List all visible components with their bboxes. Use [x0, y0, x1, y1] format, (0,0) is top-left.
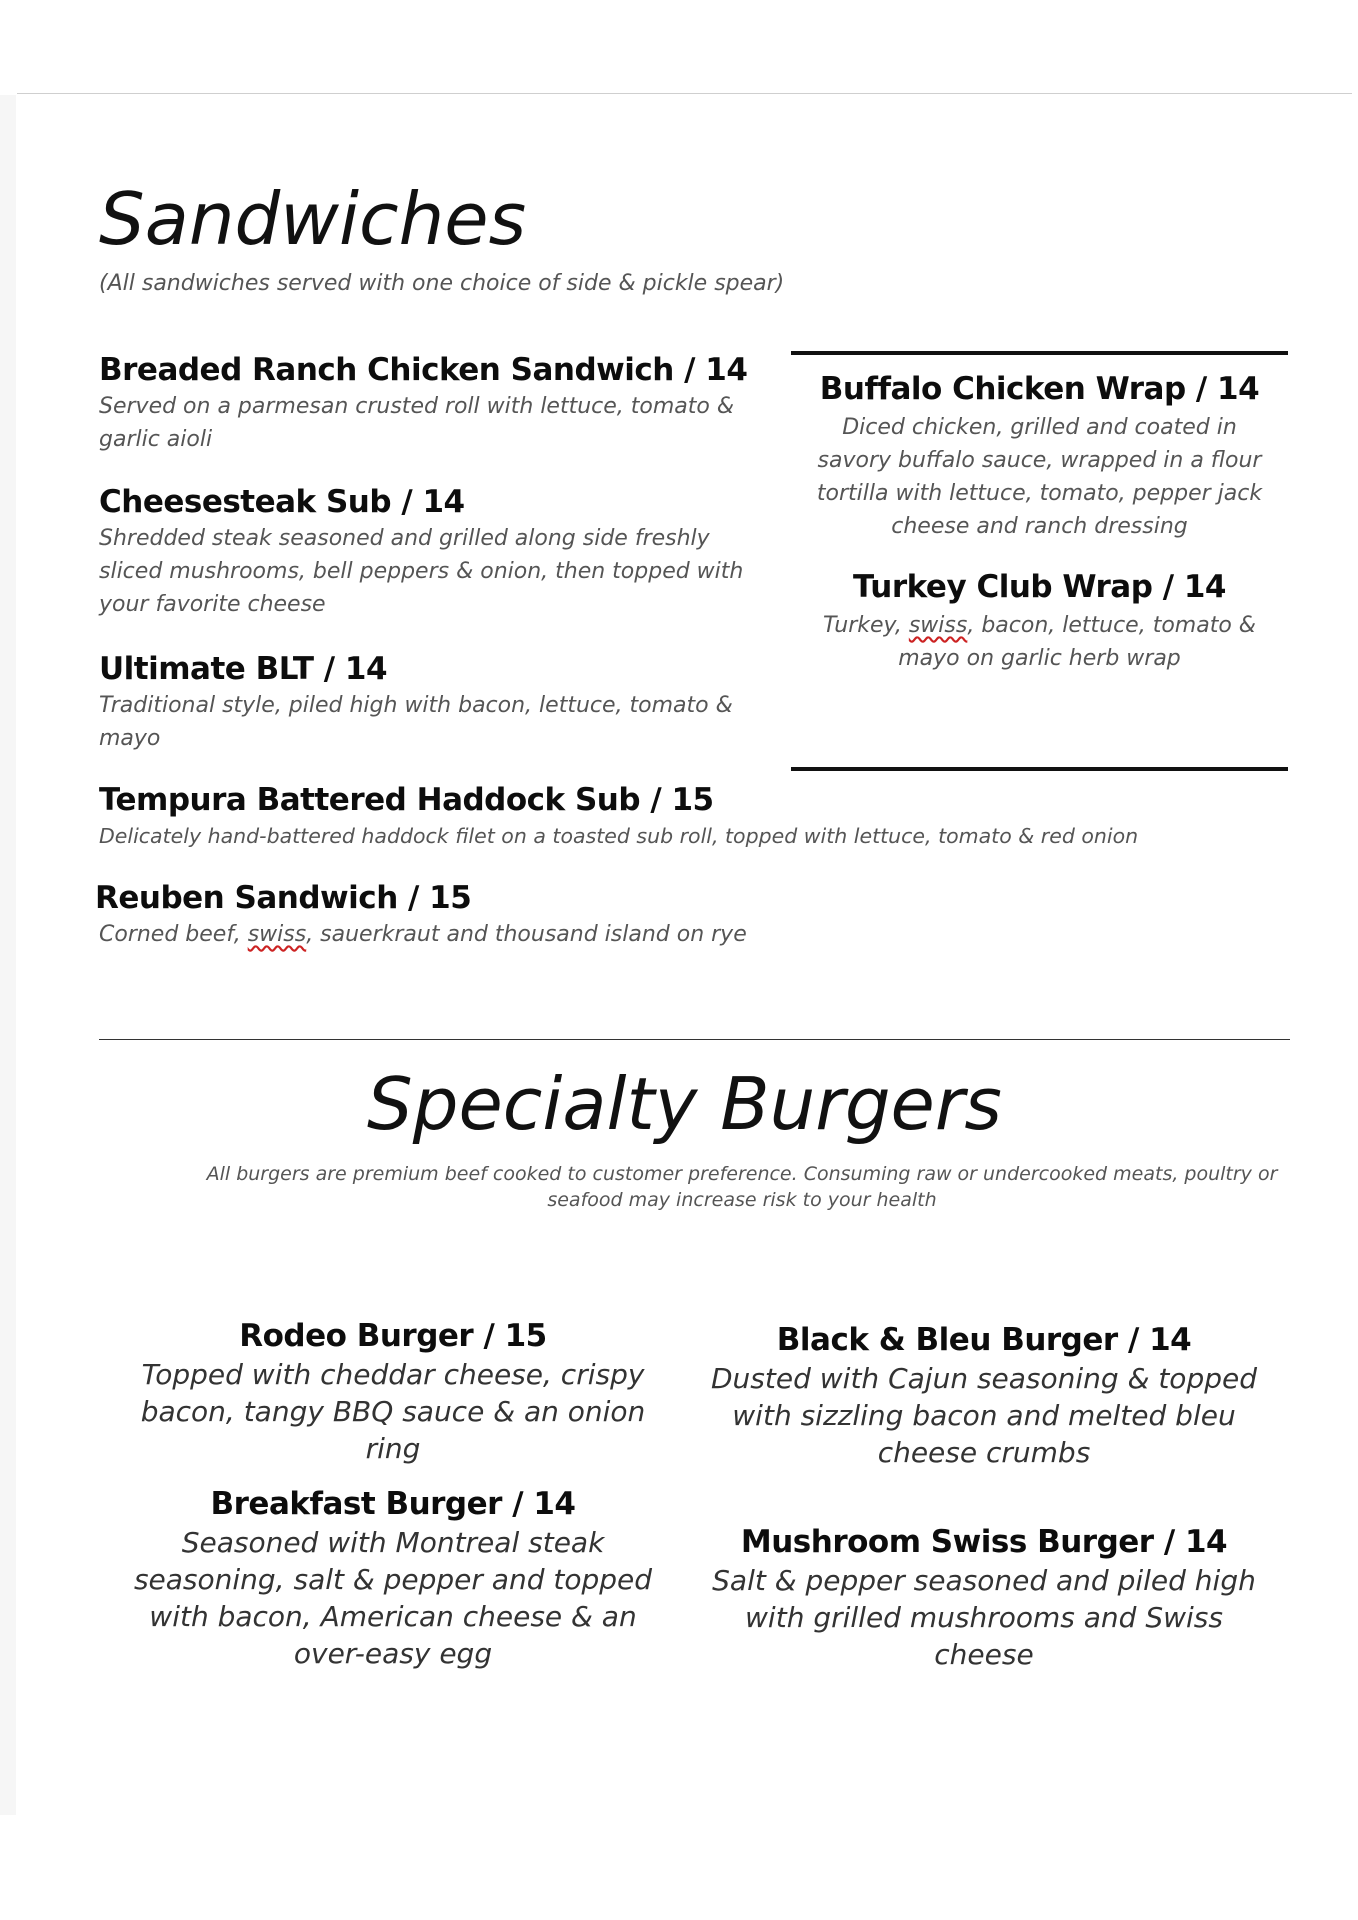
item-name: Ultimate BLT / 14 [99, 651, 388, 687]
menu-item [99, 780, 1299, 853]
sandwiches-heading: Sandwiches [99, 177, 527, 261]
item-description: Traditional style, piled high with bacon, lettuce, tomato & mayo [99, 693, 733, 751]
page-left-margin [0, 95, 16, 1815]
item-description: Dusted with Cajun seasoning & topped with sizzling bacon and melted bleu cheese crumbs [711, 1362, 1257, 1469]
item-description [95, 918, 995, 951]
wrap-box [791, 351, 1288, 771]
section-divider [99, 1039, 1290, 1040]
burgers-note: All burgers are premium beef cooked to customer preference. Consuming raw or undercooked meats, poultry or seafood may increase risk to your health [206, 1163, 1278, 1211]
burger-item [113, 1484, 673, 1672]
sandwiches-note: (All sandwiches served with one choice of side & pickle spear) [99, 271, 785, 296]
desc-text: Turkey, [823, 613, 909, 638]
item-name: Tempura Battered Haddock Sub / 15 [99, 782, 714, 818]
burger-item [704, 1522, 1264, 1673]
item-description: Shredded steak seasoned and grilled along side freshly sliced mushrooms, bell peppers & onion, then topped with your favorite cheese [99, 526, 744, 617]
item-name: Breakfast Burger / 14 [210, 1486, 576, 1522]
item-name: Cheesesteak Sub / 14 [99, 484, 465, 520]
item-name: Breaded Ranch Chicken Sandwich / 14 [99, 352, 748, 388]
menu-item [99, 649, 779, 755]
desc-text: , bacon, lettuce, tomato & mayo on garlic herb wrap [898, 613, 1256, 671]
item-name: Buffalo Chicken Wrap / 14 [819, 371, 1260, 407]
item-description: Salt & pepper seasoned and piled high with grilled mushrooms and Swiss cheese [712, 1564, 1256, 1671]
burgers-heading: Specialty Burgers [367, 1062, 1002, 1146]
spellcheck-flagged-word[interactable]: swiss [247, 922, 307, 947]
item-description: Diced chicken, grilled and coated in savory buffalo sauce, wrapped in a flour tortilla with lettuce, tomato, pepper jack cheese and ranch dressing [816, 415, 1263, 539]
menu-page [17, 94, 1352, 1824]
menu-item [95, 878, 995, 951]
item-description: Seasoned with Montreal steak seasoning, salt & pepper and topped with bacon, American cheese & an over-easy egg [133, 1526, 653, 1670]
item-description: Served on a parmesan crusted roll with lettuce, tomato & garlic aioli [99, 394, 735, 452]
item-name: Reuben Sandwich / 15 [95, 880, 472, 916]
spellcheck-flagged-word[interactable]: swiss [908, 613, 968, 638]
item-name: Rodeo Burger / 15 [239, 1318, 547, 1354]
burger-item [113, 1316, 673, 1467]
desc-text: , sauerkraut and thousand island on rye [306, 922, 747, 947]
menu-item [99, 350, 779, 456]
item-description: Topped with cheddar cheese, crispy bacon, tangy BBQ sauce & an onion ring [140, 1358, 646, 1465]
item-description: Delicately hand-battered haddock filet on a toasted sub roll, topped with lettuce, tomato & red onion [99, 824, 1139, 848]
burger-item [704, 1320, 1264, 1471]
item-description [815, 609, 1265, 675]
item-name: Mushroom Swiss Burger / 14 [740, 1524, 1228, 1560]
desc-text: Corned beef, [99, 922, 248, 947]
menu-item [99, 482, 779, 621]
item-name: Black & Bleu Burger / 14 [776, 1322, 1192, 1358]
item-name: Turkey Club Wrap / 14 [853, 569, 1226, 605]
